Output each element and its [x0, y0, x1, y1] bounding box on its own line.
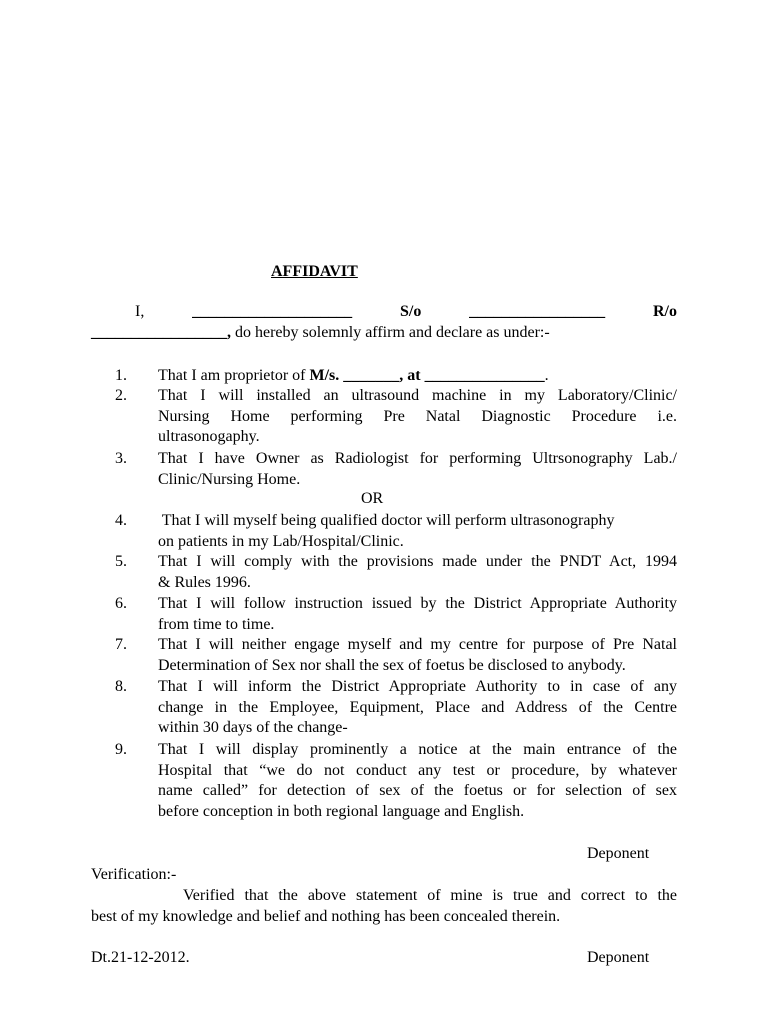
- list-item-line: That I will follow instruction issued by the District Appropriate Authority: [158, 595, 677, 612]
- list-item-text: [158, 386, 677, 448]
- list-item-number: 1.: [115, 367, 127, 384]
- list-item-text: [158, 594, 677, 635]
- deponent-signature-2: Deponent: [587, 949, 650, 966]
- verification-heading: Verification:-: [91, 866, 177, 883]
- list-item-text: [158, 677, 677, 739]
- list-item-text: [158, 366, 677, 387]
- list-item-text: [158, 740, 677, 823]
- list-item-number: 2.: [115, 387, 127, 404]
- list-item-number: 3.: [115, 450, 127, 467]
- declaration-pronoun: I,: [135, 303, 145, 320]
- list-item-line: Determination of Sex nor shall the sex of foetus be disclosed to anybody.: [158, 656, 626, 674]
- list-item-line: That I will inform the District Appropriate Authority to in case of any: [158, 678, 677, 695]
- list-item-line: [158, 366, 677, 387]
- verification-text-1: Verified that the above statement of mine is true and correct to the: [183, 887, 677, 904]
- or-separator: OR: [361, 490, 384, 507]
- list-item-line: Hospital that “we do not conduct any test or procedure, by whatever: [158, 761, 677, 779]
- declaration-line-1: [91, 302, 677, 322]
- list-item-line: within 30 days of the change-: [158, 719, 348, 737]
- list-item-line: That I will comply with the provisions made under the PNDT Act, 1994: [158, 553, 677, 570]
- list-item-line: Clinic/Nursing Home.: [158, 470, 301, 488]
- list-item-line: Nursing Home performing Pre Natal Diagnostic Procedure i.e.: [158, 407, 677, 425]
- list-item-line: before conception in both regional language and English.: [158, 803, 525, 821]
- list-item-line: change in the Employee, Equipment, Place and Address of the Centre: [158, 698, 677, 716]
- list-item-text: [158, 511, 677, 552]
- list-item-line: That I have Owner as Radiologist for performing Ultrsonography Lab./: [158, 450, 677, 467]
- deponent-signature-1: Deponent: [587, 845, 650, 862]
- declaration-line-2: [91, 323, 550, 343]
- son-of-label: S/o: [399, 303, 422, 320]
- document-date: Dt.21-12-2012.: [91, 949, 190, 966]
- text-fragment: That I am proprietor of: [158, 367, 310, 384]
- list-item-line: on patients in my Lab/Hospital/Clinic.: [158, 532, 404, 550]
- name-blank: ____________________: [192, 303, 353, 320]
- document-title: AFFIDAVIT: [271, 263, 358, 280]
- list-item-line: & Rules 1996.: [158, 573, 251, 591]
- list-item-line: That I will neither engage myself and my centre for purpose of Pre Natal: [158, 636, 677, 653]
- list-item-line: name called” for detection of sex of the foetus or for selection of sex: [158, 782, 677, 800]
- list-item-number: 6.: [115, 595, 127, 612]
- address-blank: _________________,: [91, 324, 231, 341]
- list-item-number: 7.: [115, 636, 127, 653]
- list-item-number: 9.: [115, 741, 127, 758]
- list-item-line: ultrasonogaphy.: [158, 428, 260, 446]
- resident-of-label: R/o: [652, 303, 677, 320]
- list-item-number: 8.: [115, 678, 127, 695]
- list-item-number: 4.: [115, 512, 127, 529]
- bold-fragment: M/s. _______, at _______________: [309, 367, 545, 384]
- list-item-line: That I will myself being qualified doctor will perform ultrasonography: [158, 512, 615, 529]
- verification-line-1: [91, 886, 677, 906]
- list-item-line: That I will installed an ultrasound machine in my Laboratory/Clinic/: [158, 387, 677, 404]
- father-name-blank: _________________: [469, 303, 606, 320]
- list-item-text: [158, 449, 677, 490]
- verification-line-2: best of my knowledge and belief and nothing has been concealed therein.: [91, 908, 561, 925]
- text-fragment: .: [544, 367, 549, 384]
- declaration-text: do hereby solemnly affirm and declare as under:-: [231, 324, 550, 341]
- list-item-text: [158, 552, 677, 593]
- list-item-line: from time to time.: [158, 615, 275, 633]
- list-item-number: 5.: [115, 553, 127, 570]
- list-item-line: That I will display prominently a notice at the main entrance of the: [158, 741, 677, 758]
- list-item-text: [158, 635, 677, 676]
